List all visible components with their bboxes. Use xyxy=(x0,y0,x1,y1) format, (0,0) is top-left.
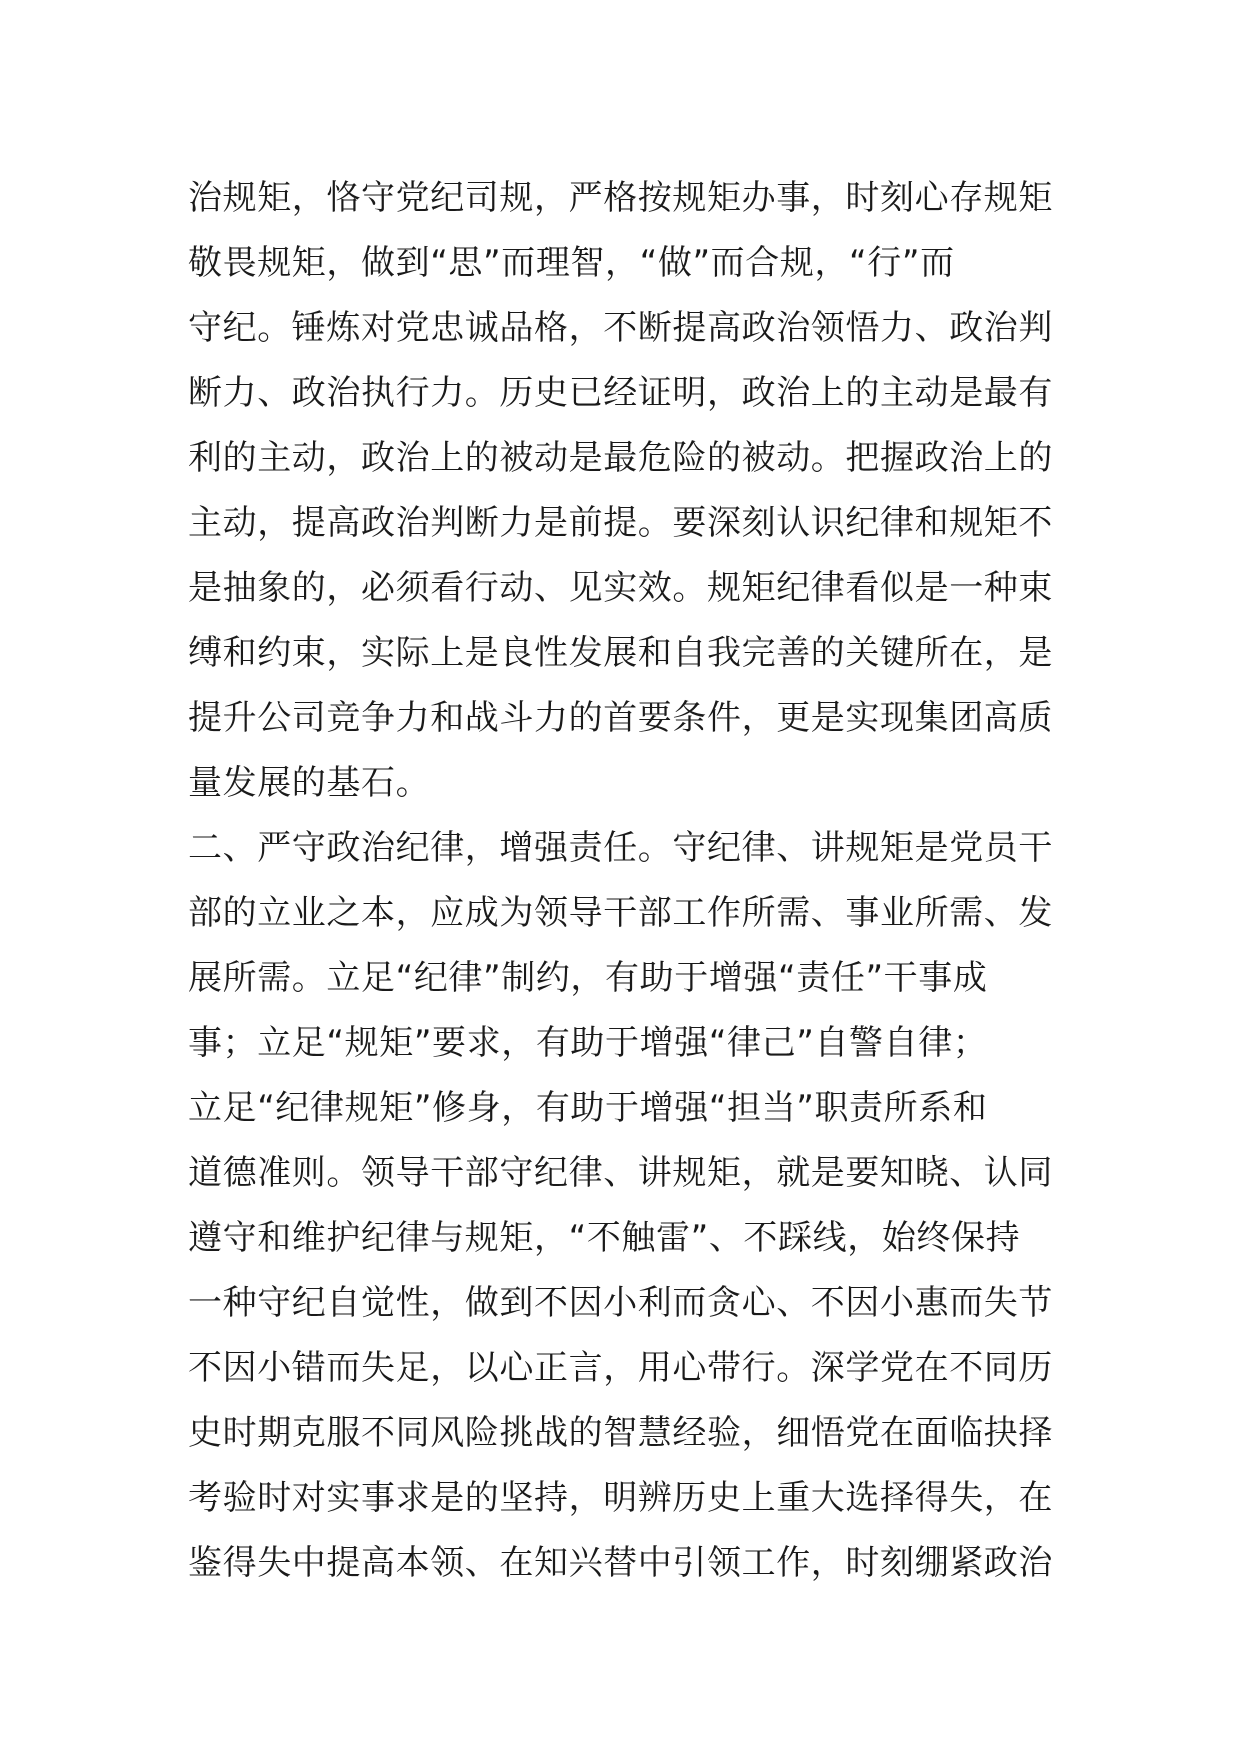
text-line: 不因小错而失足，以心正言，用心带行。深学党在不同历 xyxy=(188,1348,1053,1388)
text-line: 治规矩，恪守党纪司规，严格按规矩办事，时刻心存规矩 xyxy=(188,178,1053,218)
text-line: 量发展的基石。 xyxy=(188,763,431,803)
text-line: 利的主动，政治上的被动是最危险的被动。把握政治上的 xyxy=(188,438,1053,478)
text-line: 主动，提高政治判断力是前提。要深刻认识纪律和规矩不 xyxy=(188,503,1053,543)
text-line: 道德准则。领导干部守纪律、讲规矩，就是要知晓、认同 xyxy=(188,1153,1053,1193)
text-line: 守纪。锤炼对党忠诚品格，不断提高政治领悟力、政治判 xyxy=(188,308,1053,348)
text-line: 考验时对实事求是的坚持，明辨历史上重大选择得失，在 xyxy=(188,1478,1053,1518)
section-heading-line: 二、严守政治纪律，增强责任。守纪律、讲规矩是党员干 xyxy=(188,828,1053,868)
text-line: 是抽象的，必须看行动、见实效。规矩纪律看似是一种束 xyxy=(188,568,1053,608)
text-line: 事；立足“规矩”要求，有助于增强“律己”自警自律； xyxy=(188,1023,988,1063)
text-line: 展所需。立足“纪律”制约，有助于增强“责任”干事成 xyxy=(188,958,988,998)
text-line: 提升公司竞争力和战斗力的首要条件，更是实现集团高质 xyxy=(188,698,1053,738)
body-text xyxy=(188,166,1068,1596)
text-line: 断力、政治执行力。历史已经证明，政治上的主动是最有 xyxy=(188,373,1053,413)
text-line: 敬畏规矩，做到“思”而理智，“做”而合规，“行”而 xyxy=(188,243,955,283)
text-line: 立足“纪律规矩”修身，有助于增强“担当”职责所系和 xyxy=(188,1088,988,1128)
text-line: 缚和约束，实际上是良性发展和自我完善的关键所在，是 xyxy=(188,633,1053,673)
text-line: 部的立业之本，应成为领导干部工作所需、事业所需、发 xyxy=(188,893,1053,933)
text-line: 史时期克服不同风险挑战的智慧经验，细悟党在面临抉择 xyxy=(188,1413,1053,1453)
text-line: 一种守纪自觉性，做到不因小利而贪心、不因小惠而失节 xyxy=(188,1283,1053,1323)
text-line: 遵守和维护纪律与规矩，“不触雷”、不踩线，始终保持 xyxy=(188,1218,1021,1258)
text-line: 鉴得失中提高本领、在知兴替中引领工作，时刻绷紧政治 xyxy=(188,1543,1053,1583)
